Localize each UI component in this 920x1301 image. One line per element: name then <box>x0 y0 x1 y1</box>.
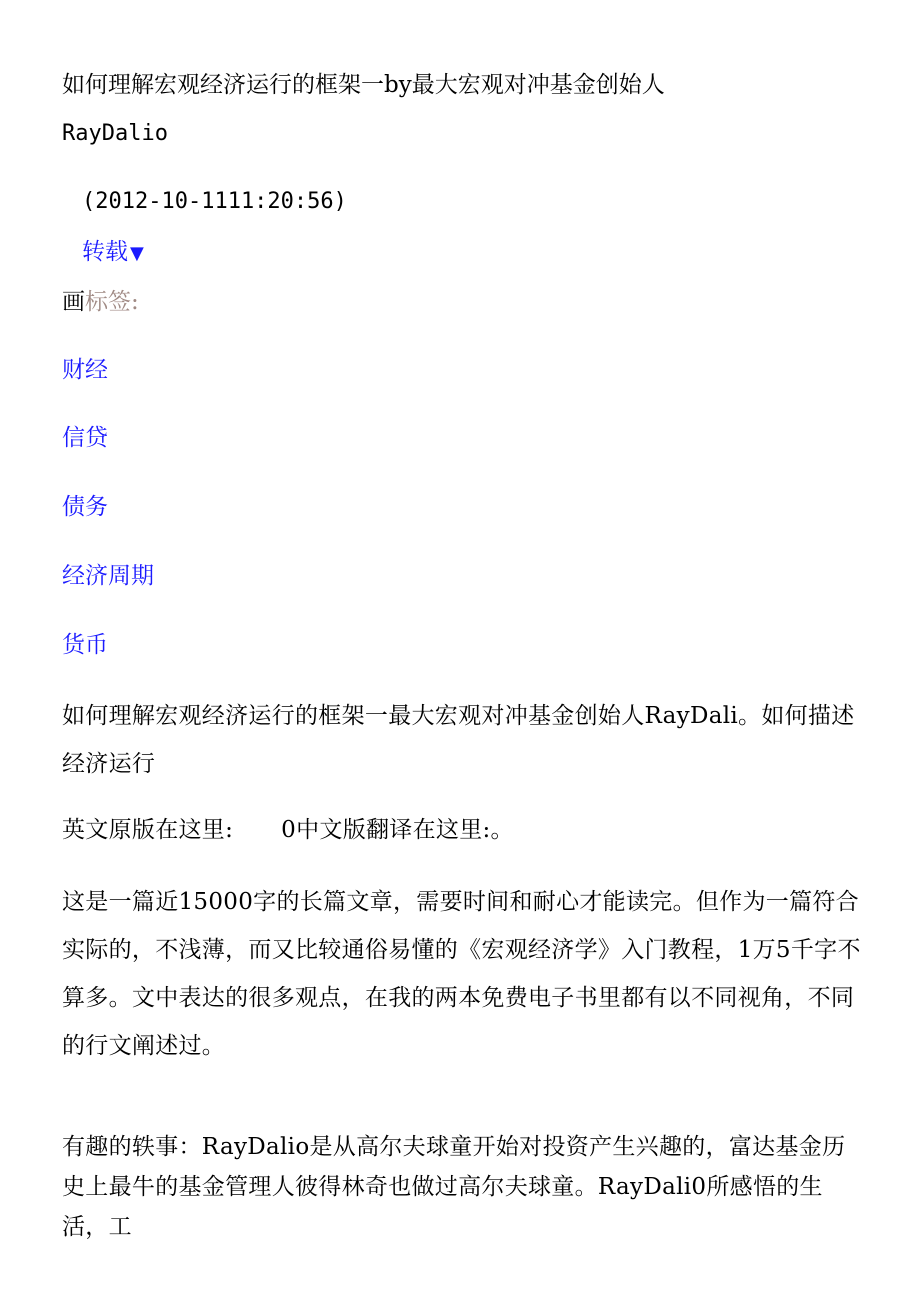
repost-label[interactable]: 转载 <box>82 239 128 265</box>
publish-date: (2012-10-1111:20:56) <box>82 189 347 214</box>
tag-link-finance[interactable]: 财经 <box>62 357 108 383</box>
tag-link-economic-cycle[interactable]: 经济周期 <box>62 563 154 589</box>
body-paragraph-anecdote: 有趣的轶事：RayDalio是从高尔夫球童开始对投资产生兴趣的，富达基金历史上最牛的基金管理人彼得林奇也做过高尔夫球童。RayDali0所感悟的生活，工 <box>62 1134 846 1240</box>
tag-link-debt[interactable]: 债务 <box>62 494 108 520</box>
chinese-source-text: 0中文版翻译在这里:。 <box>281 817 514 843</box>
repost-dropdown[interactable] <box>82 237 144 269</box>
tags-header <box>62 287 139 317</box>
body-paragraph-description: 这是一篇近15000字的长篇文章，需要时间和耐心才能读完。但作为一篇符合实际的，不浅薄，而又比较通俗易懂的《宏观经济学》入门教程，1万5千字不算多。文中表达的很多观点，在我的两本免费电子书里都有以不同视角，不同的行文阐述过。 <box>62 889 861 1059</box>
triangle-down-icon[interactable]: ▼ <box>130 243 144 264</box>
body-paragraph-intro: 如何理解宏观经济运行的框架一最大宏观对冲基金创始人RayDali。如何描述经济运行 <box>62 703 855 777</box>
article-title-line2: RayDalio <box>62 121 168 146</box>
article-title-line1: 如何理解宏观经济运行的框架一by最大宏观对冲基金创始人 <box>62 72 665 98</box>
body-paragraph-sources <box>62 806 862 854</box>
tag-link-currency[interactable]: 货币 <box>62 632 108 658</box>
english-source-text: 英文原版在这里: <box>62 817 234 843</box>
tag-link-credit[interactable]: 信贷 <box>62 425 108 451</box>
tag-prefix-icon: 画 <box>62 289 85 315</box>
tags-label: 标签: <box>85 289 139 315</box>
